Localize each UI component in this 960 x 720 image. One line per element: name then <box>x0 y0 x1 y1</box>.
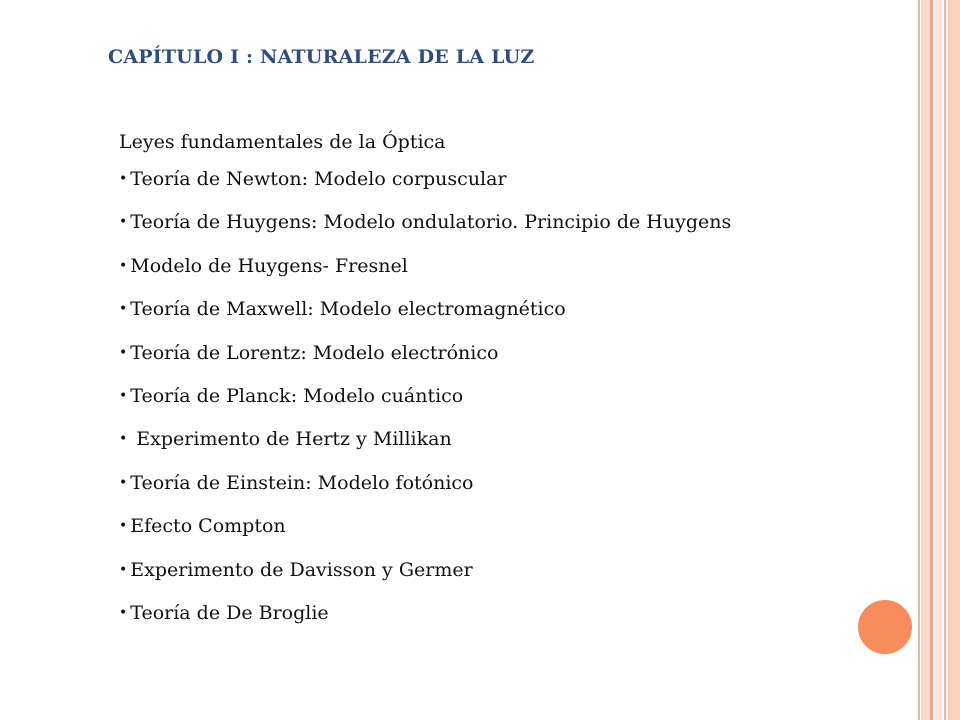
bullet-text: Experimento de Hertz y Millikan <box>130 428 452 451</box>
bullet-text: Efecto Compton <box>130 515 286 538</box>
slide-subtitle: Leyes fundamentales de la Óptica <box>119 131 446 153</box>
bullet-text: Modelo de Huygens- Fresnel <box>130 254 408 277</box>
bullet-dot-icon: • <box>119 344 128 361</box>
decorative-stripe <box>948 0 960 720</box>
decorative-stripe <box>944 0 946 720</box>
bullet-item <box>119 210 731 253</box>
decorative-stripe <box>930 0 933 720</box>
bullet-item <box>119 254 731 297</box>
bullet-dot-icon: • <box>119 518 128 535</box>
decorative-stripe <box>918 0 920 720</box>
bullet-item <box>119 601 731 644</box>
bullet-dot-icon: • <box>119 257 128 274</box>
bullet-text: Teoría de Maxwell: Modelo electromagnético <box>130 298 566 321</box>
bullet-dot-icon: • <box>119 171 128 187</box>
bullet-dot-icon: • <box>119 561 128 578</box>
bullet-text: Teoría de Huygens: Modelo ondulatorio. Principio de Huygens <box>130 211 732 234</box>
bullet-dot-icon: • <box>119 214 128 231</box>
bullet-dot-icon: • <box>119 474 128 491</box>
bullet-item <box>119 427 731 470</box>
bullet-item <box>119 558 731 601</box>
bullet-dot-icon: • <box>119 604 128 621</box>
bullet-item <box>119 297 731 340</box>
bullet-item <box>119 471 731 514</box>
bullet-item <box>119 341 731 384</box>
bullet-dot-icon: • <box>119 431 128 448</box>
bullet-text: Teoría de Lorentz: Modelo electrónico <box>130 341 499 364</box>
bullet-dot-icon: • <box>119 301 128 318</box>
decorative-stripe <box>935 0 942 720</box>
slide-title: CAPÍTULO I : NATURALEZA DE LA LUZ <box>108 46 535 68</box>
bullet-item <box>119 167 731 210</box>
decorative-stripe <box>921 0 930 720</box>
bullet-item <box>119 514 731 557</box>
decorative-circle <box>856 598 914 656</box>
bullet-text: Teoría de Einstein: Modelo fotónico <box>130 471 474 494</box>
bullet-text: Experimento de Davisson y Germer <box>130 558 473 581</box>
bullet-dot-icon: • <box>119 387 128 404</box>
bullet-text: Teoría de Newton: Modelo corpuscular <box>130 168 507 190</box>
bullet-list <box>119 167 731 644</box>
bullet-text: Teoría de De Broglie <box>130 601 329 624</box>
bullet-item <box>119 384 731 427</box>
bullet-text: Teoría de Planck: Modelo cuántico <box>130 384 464 407</box>
